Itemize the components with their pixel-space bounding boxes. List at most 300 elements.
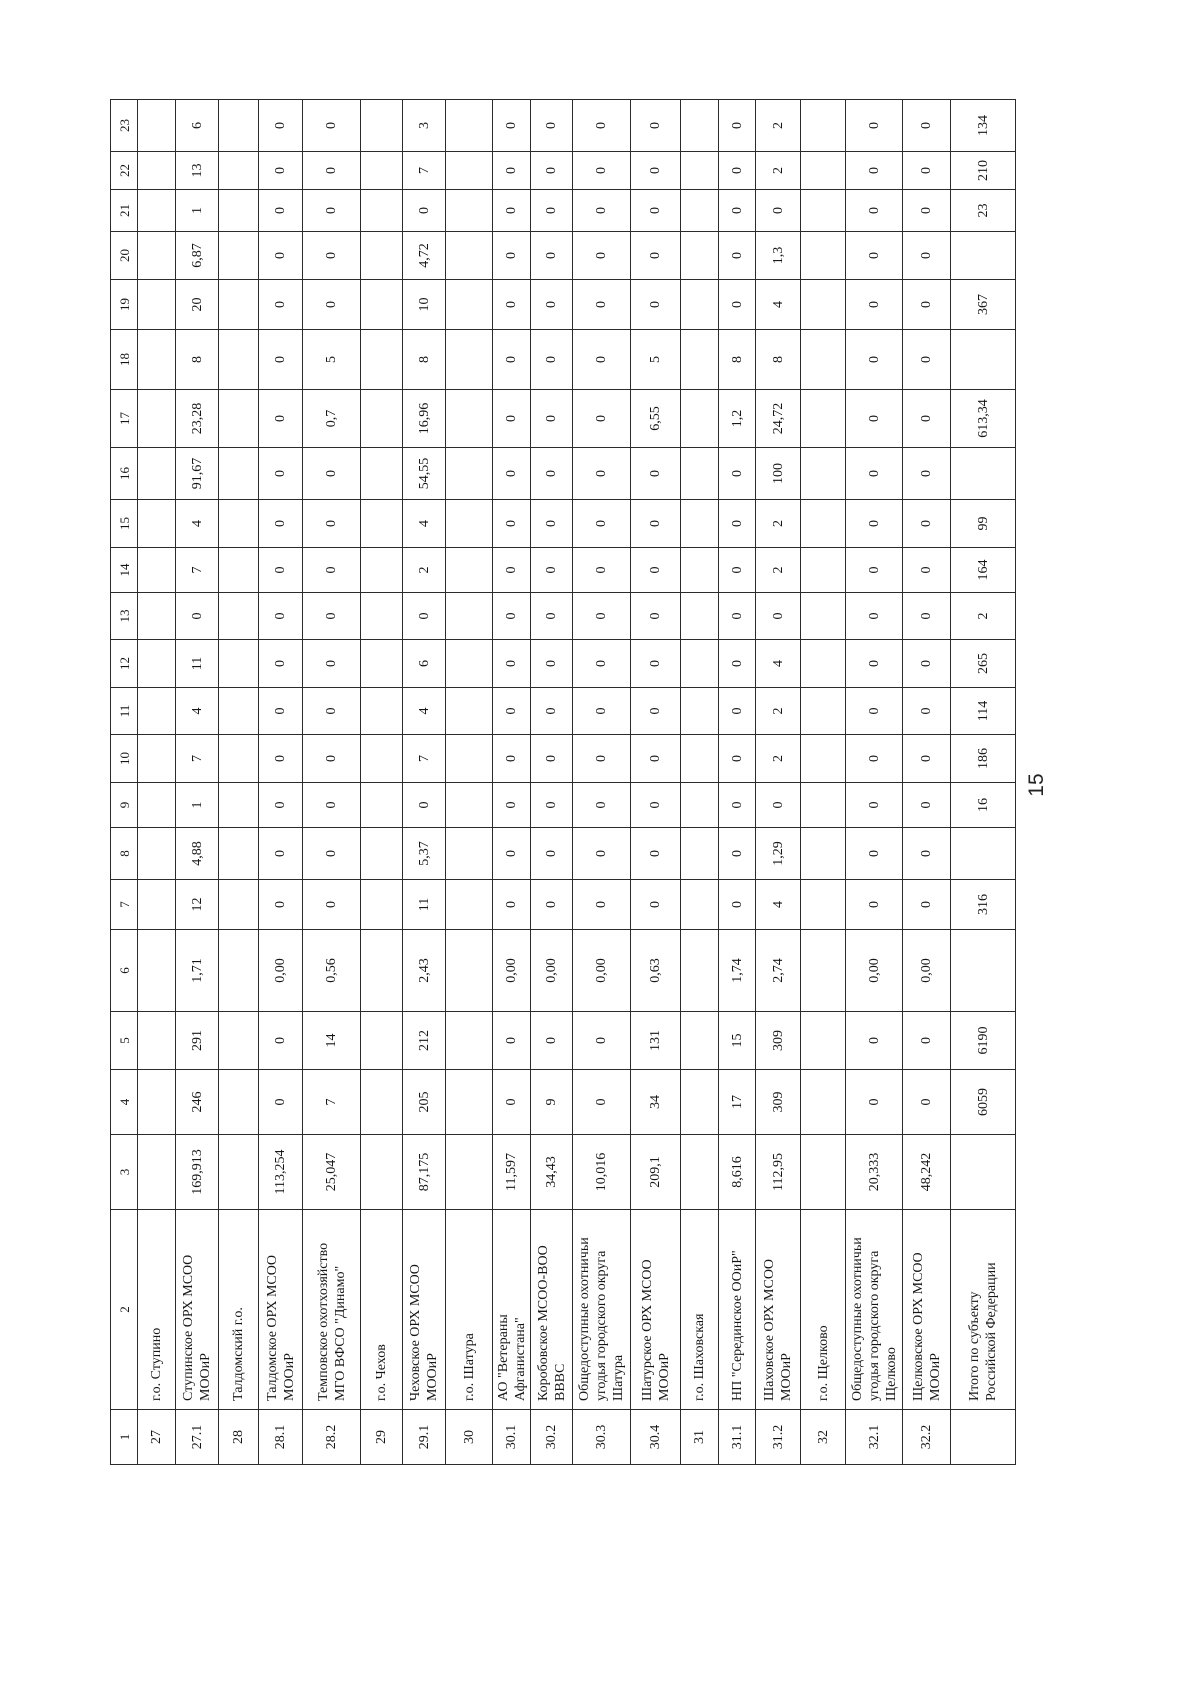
value-cell-col-16 <box>681 448 719 500</box>
value-cell-col-4: 0 <box>903 1070 951 1135</box>
value-cell-col-22: 0 <box>903 152 951 190</box>
value-cell-col-15: 0 <box>303 500 361 548</box>
value-cell-col-4: 0 <box>493 1070 531 1135</box>
value-cell-col-3 <box>219 1135 259 1210</box>
value-cell-col-8 <box>446 828 493 880</box>
value-cell-col-22: 2 <box>756 152 801 190</box>
value-cell-col-22: 0 <box>531 152 573 190</box>
table-row <box>756 100 801 1465</box>
value-cell-col-21 <box>801 190 846 232</box>
row-name-cell: г.о. Щелково <box>801 1210 846 1410</box>
value-cell-col-5 <box>361 1012 403 1070</box>
value-cell-col-21 <box>446 190 493 232</box>
value-cell-col-7 <box>138 880 176 930</box>
row-number-cell: 27 <box>138 1410 176 1465</box>
value-cell-col-14: 0 <box>846 548 903 593</box>
value-cell-col-20: 0 <box>846 232 903 280</box>
value-cell-col-11: 2 <box>756 688 801 735</box>
value-cell-col-17: 0 <box>493 390 531 448</box>
value-cell-col-23: 2 <box>756 100 801 152</box>
value-cell-col-15: 0 <box>719 500 756 548</box>
value-cell-col-16: 0 <box>493 448 531 500</box>
value-cell-col-17: 0 <box>903 390 951 448</box>
value-cell-col-9: 0 <box>259 783 303 828</box>
table-row <box>176 100 219 1465</box>
value-cell-col-14: 0 <box>631 548 681 593</box>
value-cell-col-17 <box>361 390 403 448</box>
row-number-cell: 28 <box>219 1410 259 1465</box>
value-cell-col-14 <box>219 548 259 593</box>
value-cell-col-19: 0 <box>846 280 903 330</box>
value-cell-col-9: 1 <box>176 783 219 828</box>
value-cell-col-12: 0 <box>303 640 361 688</box>
value-cell-col-23: 0 <box>303 100 361 152</box>
value-cell-col-20: 0 <box>303 232 361 280</box>
value-cell-col-17: 23,28 <box>176 390 219 448</box>
value-cell-col-22 <box>361 152 403 190</box>
value-cell-col-3: 87,175 <box>403 1135 446 1210</box>
value-cell-col-22: 0 <box>259 152 303 190</box>
value-cell-col-11: 0 <box>531 688 573 735</box>
value-cell-col-22: 0 <box>303 152 361 190</box>
value-cell-col-14: 2 <box>403 548 446 593</box>
row-name-cell: Чеховское ОРХ МСОО МООиР <box>403 1210 446 1410</box>
value-cell-col-9: 16 <box>951 783 1016 828</box>
value-cell-col-9: 0 <box>756 783 801 828</box>
value-cell-col-13: 0 <box>493 593 531 640</box>
value-cell-col-21: 0 <box>303 190 361 232</box>
value-cell-col-10 <box>801 735 846 783</box>
value-cell-col-10: 0 <box>631 735 681 783</box>
value-cell-col-10: 2 <box>756 735 801 783</box>
value-cell-col-4 <box>219 1070 259 1135</box>
value-cell-col-9: 0 <box>719 783 756 828</box>
value-cell-col-18 <box>361 330 403 390</box>
row-name-cell: г.о. Шатура <box>446 1210 493 1410</box>
value-cell-col-3: 25,047 <box>303 1135 361 1210</box>
value-cell-col-6 <box>361 930 403 1012</box>
value-cell-col-19 <box>138 280 176 330</box>
value-cell-col-5: 15 <box>719 1012 756 1070</box>
value-cell-col-12: 4 <box>756 640 801 688</box>
value-cell-col-11 <box>681 688 719 735</box>
value-cell-col-6: 1,74 <box>719 930 756 1012</box>
value-cell-col-21: 23 <box>951 190 1016 232</box>
value-cell-col-17: 0 <box>531 390 573 448</box>
value-cell-col-7: 0 <box>259 880 303 930</box>
value-cell-col-15: 0 <box>903 500 951 548</box>
value-cell-col-20: 0 <box>903 232 951 280</box>
value-cell-col-14: 164 <box>951 548 1016 593</box>
value-cell-col-10: 186 <box>951 735 1016 783</box>
value-cell-col-4: 205 <box>403 1070 446 1135</box>
value-cell-col-14: 0 <box>531 548 573 593</box>
value-cell-col-16 <box>219 448 259 500</box>
table-row <box>446 100 493 1465</box>
value-cell-col-18: 0 <box>493 330 531 390</box>
value-cell-col-8: 0 <box>903 828 951 880</box>
value-cell-col-20: 4,72 <box>403 232 446 280</box>
row-number-cell: 28.1 <box>259 1410 303 1465</box>
value-cell-col-16 <box>138 448 176 500</box>
value-cell-col-8: 0 <box>719 828 756 880</box>
value-cell-col-20 <box>681 232 719 280</box>
table-body <box>138 100 1016 1465</box>
value-cell-col-5: 0 <box>903 1012 951 1070</box>
value-cell-col-18: 8 <box>719 330 756 390</box>
value-cell-col-8: 0 <box>573 828 631 880</box>
value-cell-col-8: 0 <box>531 828 573 880</box>
value-cell-col-22: 7 <box>403 152 446 190</box>
value-cell-col-11: 0 <box>259 688 303 735</box>
value-cell-col-4: 9 <box>531 1070 573 1135</box>
value-cell-col-20: 0 <box>631 232 681 280</box>
value-cell-col-9 <box>446 783 493 828</box>
value-cell-col-8 <box>801 828 846 880</box>
value-cell-col-15: 0 <box>846 500 903 548</box>
value-cell-col-22: 210 <box>951 152 1016 190</box>
value-cell-col-16: 0 <box>719 448 756 500</box>
column-number-cell: 6 <box>111 930 138 1012</box>
value-cell-col-4 <box>361 1070 403 1135</box>
value-cell-col-22: 0 <box>719 152 756 190</box>
column-number-cell: 5 <box>111 1012 138 1070</box>
value-cell-col-15: 4 <box>176 500 219 548</box>
value-cell-col-20: 0 <box>531 232 573 280</box>
value-cell-col-12: 265 <box>951 640 1016 688</box>
value-cell-col-16: 0 <box>259 448 303 500</box>
value-cell-col-20: 0 <box>259 232 303 280</box>
value-cell-col-6 <box>801 930 846 1012</box>
value-cell-col-13: 0 <box>631 593 681 640</box>
value-cell-col-23 <box>361 100 403 152</box>
value-cell-col-12: 0 <box>531 640 573 688</box>
value-cell-col-9: 0 <box>531 783 573 828</box>
value-cell-col-17: 0 <box>573 390 631 448</box>
value-cell-col-3: 8,616 <box>719 1135 756 1210</box>
value-cell-col-5 <box>681 1012 719 1070</box>
value-cell-col-21: 0 <box>719 190 756 232</box>
column-number-cell: 1 <box>111 1410 138 1465</box>
value-cell-col-22 <box>138 152 176 190</box>
value-cell-col-4: 6059 <box>951 1070 1016 1135</box>
value-cell-col-13: 0 <box>719 593 756 640</box>
value-cell-col-23: 0 <box>903 100 951 152</box>
value-cell-col-10: 0 <box>259 735 303 783</box>
value-cell-col-16: 0 <box>903 448 951 500</box>
table-row <box>493 100 531 1465</box>
value-cell-col-7: 0 <box>573 880 631 930</box>
data-table <box>110 99 1016 1465</box>
value-cell-col-23: 0 <box>846 100 903 152</box>
value-cell-col-11: 4 <box>176 688 219 735</box>
value-cell-col-15: 0 <box>573 500 631 548</box>
value-cell-col-15 <box>446 500 493 548</box>
value-cell-col-5: 0 <box>259 1012 303 1070</box>
value-cell-col-4 <box>138 1070 176 1135</box>
table-header <box>111 100 138 1465</box>
value-cell-col-21 <box>681 190 719 232</box>
value-cell-col-3: 112,95 <box>756 1135 801 1210</box>
value-cell-col-16: 0 <box>303 448 361 500</box>
value-cell-col-15: 2 <box>756 500 801 548</box>
value-cell-col-10: 7 <box>403 735 446 783</box>
value-cell-col-13 <box>219 593 259 640</box>
value-cell-col-18 <box>446 330 493 390</box>
value-cell-col-11: 0 <box>903 688 951 735</box>
column-number-cell: 10 <box>111 735 138 783</box>
row-name-cell: Общедоступные охотничьи угодья городского округа Шатура <box>573 1210 631 1410</box>
value-cell-col-14: 0 <box>303 548 361 593</box>
value-cell-col-16 <box>801 448 846 500</box>
value-cell-col-22: 0 <box>573 152 631 190</box>
value-cell-col-19: 0 <box>493 280 531 330</box>
row-name-cell: Талдомский г.о. <box>219 1210 259 1410</box>
value-cell-col-6 <box>951 930 1016 1012</box>
value-cell-col-20 <box>138 232 176 280</box>
value-cell-col-17: 0,7 <box>303 390 361 448</box>
value-cell-col-6: 0,00 <box>259 930 303 1012</box>
value-cell-col-3: 34,43 <box>531 1135 573 1210</box>
value-cell-col-11: 0 <box>573 688 631 735</box>
row-name-cell: Шаховское ОРХ МСОО МООиР <box>756 1210 801 1410</box>
value-cell-col-20: 0 <box>573 232 631 280</box>
value-cell-col-20: 1,3 <box>756 232 801 280</box>
value-cell-col-18: 8 <box>176 330 219 390</box>
value-cell-col-6: 2,43 <box>403 930 446 1012</box>
row-name-cell: Итого по субъекту Российской Федерации <box>951 1210 1016 1410</box>
value-cell-col-6 <box>446 930 493 1012</box>
value-cell-col-18: 0 <box>531 330 573 390</box>
value-cell-col-14: 0 <box>719 548 756 593</box>
row-name-cell: г.о. Чехов <box>361 1210 403 1410</box>
value-cell-col-19 <box>219 280 259 330</box>
value-cell-col-9: 0 <box>303 783 361 828</box>
value-cell-col-6: 1,71 <box>176 930 219 1012</box>
value-cell-col-18: 5 <box>631 330 681 390</box>
value-cell-col-18: 8 <box>756 330 801 390</box>
value-cell-col-7: 0 <box>493 880 531 930</box>
value-cell-col-19: 367 <box>951 280 1016 330</box>
value-cell-col-7 <box>681 880 719 930</box>
value-cell-col-13 <box>361 593 403 640</box>
value-cell-col-13: 0 <box>846 593 903 640</box>
value-cell-col-5 <box>801 1012 846 1070</box>
column-number-cell: 20 <box>111 232 138 280</box>
table-row <box>138 100 176 1465</box>
value-cell-col-21: 0 <box>573 190 631 232</box>
value-cell-col-19 <box>446 280 493 330</box>
value-cell-col-12: 6 <box>403 640 446 688</box>
column-number-cell: 15 <box>111 500 138 548</box>
value-cell-col-18: 5 <box>303 330 361 390</box>
value-cell-col-9: 0 <box>903 783 951 828</box>
value-cell-col-13: 0 <box>573 593 631 640</box>
value-cell-col-4: 309 <box>756 1070 801 1135</box>
value-cell-col-12: 0 <box>259 640 303 688</box>
value-cell-col-21: 0 <box>631 190 681 232</box>
row-number-cell: 30.2 <box>531 1410 573 1465</box>
column-number-cell: 19 <box>111 280 138 330</box>
value-cell-col-21: 0 <box>903 190 951 232</box>
value-cell-col-3 <box>138 1135 176 1210</box>
value-cell-col-9: 0 <box>846 783 903 828</box>
value-cell-col-17: 24,72 <box>756 390 801 448</box>
value-cell-col-8: 5,37 <box>403 828 446 880</box>
value-cell-col-23: 0 <box>259 100 303 152</box>
value-cell-col-18: 0 <box>903 330 951 390</box>
column-number-cell: 17 <box>111 390 138 448</box>
value-cell-col-14 <box>361 548 403 593</box>
row-number-cell: 31.2 <box>756 1410 801 1465</box>
table-row <box>259 100 303 1465</box>
row-name-cell: Темповское охотхозяйство МГО ВФСО "Динамо" <box>303 1210 361 1410</box>
value-cell-col-21: 0 <box>531 190 573 232</box>
value-cell-col-14 <box>446 548 493 593</box>
value-cell-col-19 <box>801 280 846 330</box>
value-cell-col-21: 0 <box>403 190 446 232</box>
value-cell-col-14 <box>681 548 719 593</box>
table-row <box>681 100 719 1465</box>
value-cell-col-21 <box>219 190 259 232</box>
header-row <box>111 100 138 1465</box>
row-number-cell: 31 <box>681 1410 719 1465</box>
row-number-cell: 31.1 <box>719 1410 756 1465</box>
value-cell-col-19: 0 <box>631 280 681 330</box>
value-cell-col-10 <box>219 735 259 783</box>
value-cell-col-5: 309 <box>756 1012 801 1070</box>
column-number-cell: 8 <box>111 828 138 880</box>
value-cell-col-5: 6190 <box>951 1012 1016 1070</box>
value-cell-col-9 <box>361 783 403 828</box>
value-cell-col-20 <box>361 232 403 280</box>
value-cell-col-12 <box>801 640 846 688</box>
value-cell-col-12: 0 <box>903 640 951 688</box>
value-cell-col-20: 0 <box>493 232 531 280</box>
value-cell-col-21: 0 <box>846 190 903 232</box>
value-cell-col-19: 0 <box>259 280 303 330</box>
row-number-cell: 29 <box>361 1410 403 1465</box>
value-cell-col-15 <box>681 500 719 548</box>
value-cell-col-11: 0 <box>303 688 361 735</box>
value-cell-col-14: 0 <box>573 548 631 593</box>
value-cell-col-14: 2 <box>756 548 801 593</box>
value-cell-col-12: 0 <box>846 640 903 688</box>
value-cell-col-19: 4 <box>756 280 801 330</box>
value-cell-col-13: 0 <box>303 593 361 640</box>
value-cell-col-4 <box>681 1070 719 1135</box>
value-cell-col-4 <box>446 1070 493 1135</box>
row-number-cell: 29.1 <box>403 1410 446 1465</box>
value-cell-col-3: 113,254 <box>259 1135 303 1210</box>
value-cell-col-8: 0 <box>303 828 361 880</box>
value-cell-col-23 <box>219 100 259 152</box>
value-cell-col-9: 0 <box>403 783 446 828</box>
column-number-cell: 3 <box>111 1135 138 1210</box>
value-cell-col-17: 0 <box>259 390 303 448</box>
value-cell-col-12 <box>361 640 403 688</box>
row-name-cell: Ступинское ОРХ МСОО МООиР <box>176 1210 219 1410</box>
value-cell-col-22 <box>681 152 719 190</box>
value-cell-col-4: 7 <box>303 1070 361 1135</box>
row-number-cell: 30 <box>446 1410 493 1465</box>
table-row <box>219 100 259 1465</box>
value-cell-col-16: 0 <box>531 448 573 500</box>
value-cell-col-18 <box>681 330 719 390</box>
value-cell-col-3: 169,913 <box>176 1135 219 1210</box>
value-cell-col-9 <box>801 783 846 828</box>
row-name-cell: Шатурское ОРХ МСОО МООиР <box>631 1210 681 1410</box>
value-cell-col-10: 0 <box>303 735 361 783</box>
value-cell-col-15: 99 <box>951 500 1016 548</box>
value-cell-col-12: 0 <box>573 640 631 688</box>
row-name-cell: АО "Ветераны Афганистана" <box>493 1210 531 1410</box>
value-cell-col-17 <box>681 390 719 448</box>
value-cell-col-7 <box>361 880 403 930</box>
value-cell-col-13 <box>801 593 846 640</box>
value-cell-col-6: 0,63 <box>631 930 681 1012</box>
value-cell-col-19 <box>681 280 719 330</box>
value-cell-col-23: 0 <box>631 100 681 152</box>
value-cell-col-23: 0 <box>531 100 573 152</box>
value-cell-col-15 <box>138 500 176 548</box>
value-cell-col-19: 0 <box>531 280 573 330</box>
row-number-cell: 27.1 <box>176 1410 219 1465</box>
value-cell-col-10 <box>681 735 719 783</box>
value-cell-col-21: 0 <box>756 190 801 232</box>
value-cell-col-18 <box>801 330 846 390</box>
row-name-cell: г.о. Шаховская <box>681 1210 719 1410</box>
value-cell-col-8: 0 <box>846 828 903 880</box>
table-row <box>303 100 361 1465</box>
value-cell-col-5: 0 <box>846 1012 903 1070</box>
value-cell-col-9: 0 <box>573 783 631 828</box>
table-row <box>573 100 631 1465</box>
value-cell-col-3: 11,597 <box>493 1135 531 1210</box>
value-cell-col-20 <box>446 232 493 280</box>
value-cell-col-12: 0 <box>719 640 756 688</box>
value-cell-col-17 <box>138 390 176 448</box>
value-cell-col-11: 0 <box>631 688 681 735</box>
value-cell-col-10 <box>446 735 493 783</box>
value-cell-col-17: 613,34 <box>951 390 1016 448</box>
table-row <box>951 100 1016 1465</box>
value-cell-col-13 <box>681 593 719 640</box>
table-row <box>531 100 573 1465</box>
row-number-cell: 30.4 <box>631 1410 681 1465</box>
value-cell-col-18: 0 <box>259 330 303 390</box>
value-cell-col-19: 0 <box>719 280 756 330</box>
value-cell-col-23: 6 <box>176 100 219 152</box>
value-cell-col-9 <box>681 783 719 828</box>
value-cell-col-16 <box>951 448 1016 500</box>
value-cell-col-3 <box>361 1135 403 1210</box>
value-cell-col-10: 0 <box>531 735 573 783</box>
value-cell-col-5: 0 <box>573 1012 631 1070</box>
value-cell-col-9 <box>138 783 176 828</box>
table-row <box>631 100 681 1465</box>
value-cell-col-13: 0 <box>176 593 219 640</box>
value-cell-col-17: 1,2 <box>719 390 756 448</box>
column-number-cell: 13 <box>111 593 138 640</box>
value-cell-col-5 <box>446 1012 493 1070</box>
value-cell-col-12: 0 <box>493 640 531 688</box>
value-cell-col-22: 0 <box>631 152 681 190</box>
value-cell-col-7: 12 <box>176 880 219 930</box>
value-cell-col-16 <box>446 448 493 500</box>
value-cell-col-8 <box>681 828 719 880</box>
value-cell-col-16: 91,67 <box>176 448 219 500</box>
